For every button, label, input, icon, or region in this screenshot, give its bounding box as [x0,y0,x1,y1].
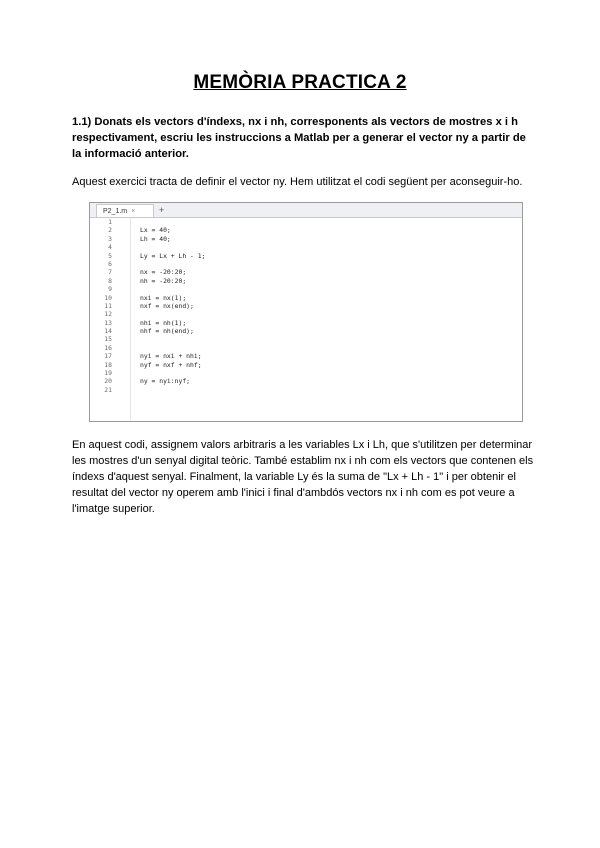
editor-tab-label: P2_1.m [103,207,128,215]
code-text: nyi = nxi + nhi; [140,352,202,361]
code-line [90,268,522,276]
code-text: nx = -20:20; [140,268,187,277]
code-line [90,252,522,260]
explanation-paragraph: En aquest codi, assignem valors arbitraris a les variables Lx i Lh, que s'utilitzen per determinar les mostres d'un senyal digital teòric. També establim nx i nh com els vectors que contenen els índexs d'aquest senyal. Finalment, la variable Ly és la suma de "Lx + Lh - 1" i per obtenir el resultat del vector ny operem amb l'inici i final d'ambdós vectors nx i nh com es pot veure a l'imatge superior. [72,439,534,515]
code-line [90,327,522,335]
intro-paragraph: Aquest exercici tracta de definir el vector ny. Hem utilitzat el codi següent per aconseguir-ho. [72,176,523,188]
code-text: Lx = 40; [140,226,171,235]
line-number: 9 [108,285,112,294]
code-line [90,226,522,234]
code-line [90,218,522,226]
line-number: 14 [104,327,112,336]
code-text: ny = nyi:nyf; [140,377,191,386]
code-text: nxf = nx(end); [140,301,194,310]
code-text: Lh = 40; [140,234,171,243]
code-line [90,377,522,385]
add-tab-icon[interactable]: + [159,205,165,215]
page-title: MEMÒRIA PRACTICA 2 [193,72,407,93]
code-line [90,369,522,377]
line-number: 20 [104,377,112,386]
code-text: nyf = nxf + nhf; [140,360,202,369]
line-number: 4 [108,243,112,252]
code-line [90,302,522,310]
code-text: Ly = Lx + Lh - 1; [140,251,206,260]
line-number: 15 [104,335,112,344]
line-number: 17 [104,352,112,361]
code-line [90,386,522,394]
code-line [90,352,522,360]
code-line [90,335,522,343]
close-icon[interactable]: × [131,207,136,215]
code-line [90,243,522,251]
code-line [90,260,522,268]
code-line [90,294,522,302]
code-line [90,277,522,285]
code-text: nh = -20:20; [140,276,187,285]
line-number: 5 [108,251,112,260]
exercise-question: 1.1) Donats els vectors d'índexs, nx i nh, corresponents als vectors de mostres x i h respectivament, escriu les instruccions a Matlab per a generar el vector ny a partir de la informació anterior. [72,116,526,160]
line-number: 13 [104,318,112,327]
editor-tab-bar [90,203,522,218]
editor-tab[interactable] [96,204,154,217]
code-text: nhf = nh(end); [140,327,194,336]
line-number: 10 [104,293,112,302]
code-text: nxi = nx(1); [140,293,187,302]
line-number: 16 [104,343,112,352]
line-number: 6 [108,259,112,268]
line-number: 19 [104,369,112,378]
code-line [90,361,522,369]
code-line [90,319,522,327]
code-line [90,344,522,352]
code-area[interactable] [90,218,522,394]
code-line [90,235,522,243]
code-text: nhi = nh(1); [140,318,187,327]
line-number: 11 [104,301,112,310]
line-number: 3 [108,234,112,243]
line-number: 2 [108,226,112,235]
line-number: 1 [108,218,112,226]
line-number: 7 [108,268,112,277]
line-number: 18 [104,360,112,369]
matlab-editor-screenshot [89,202,523,422]
line-number: 12 [104,310,112,319]
code-line [90,310,522,318]
line-number: 21 [104,385,112,394]
code-line [90,285,522,293]
line-number: 8 [108,276,112,285]
